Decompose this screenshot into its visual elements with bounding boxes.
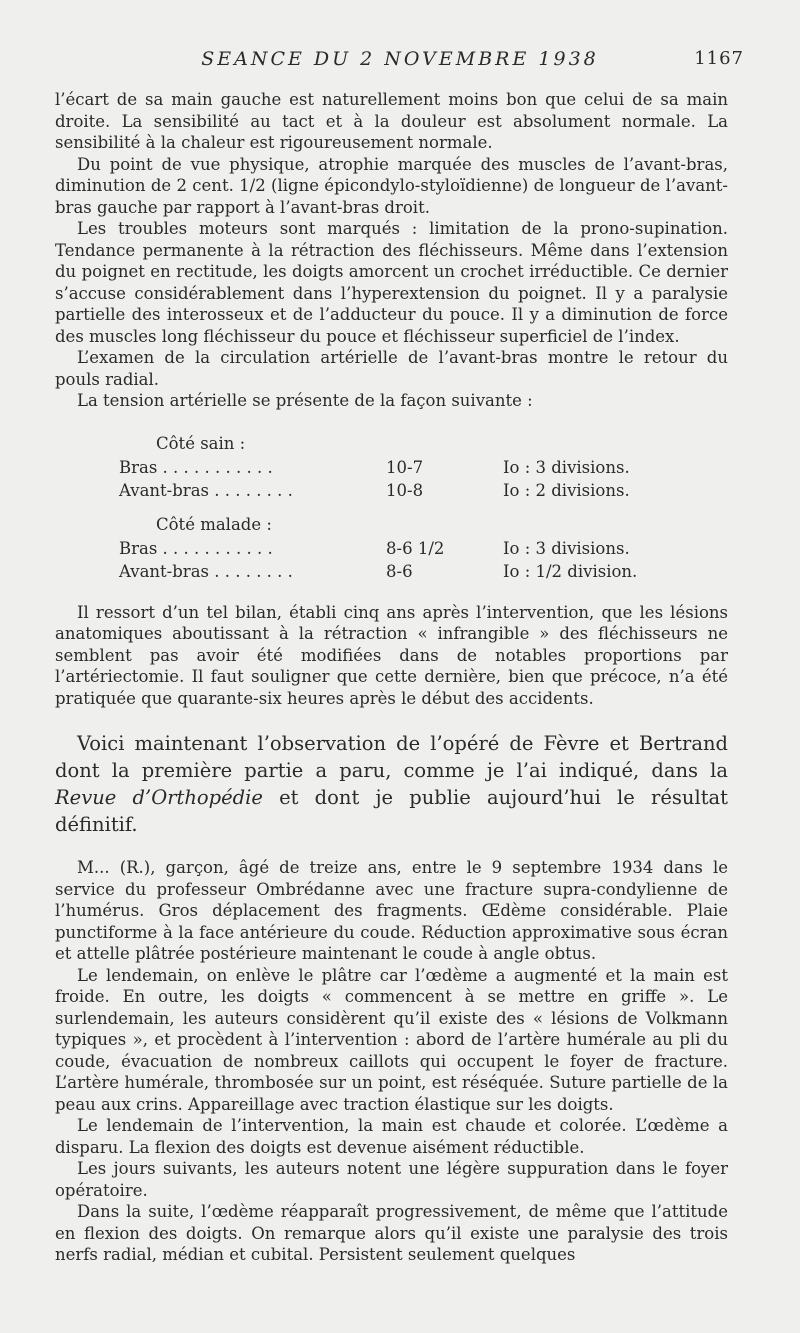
row-result: Io : 3 divisions.: [503, 457, 630, 477]
conclusion-paragraph: Il ressort d’un tel bilan, établi cinq ans après l’intervention, que les lésions anatomiques aboutissant à la rétraction « infrangible » des fléchisseurs ne semblent pas avoir été modifiées dans de notables proportions par l’artériectomie. Il faut souligner que cette dernière, bien que précoce, n’a été pratiquée que quarante-six heures après le début des accidents.: [55, 602, 728, 708]
case-paragraph: Le lendemain, on enlève le plâtre car l’œdème a augmenté et la main est froide. En outre, les doigts « commencent à se mettre en griffe ». Le surlendemain, les auteurs considèrent qu’il existe des « lésions de Volkmann typiques », et procèdent à l’intervention : abord de l’artère humérale au pli du coude, évacuation de nombreux caillots qui occupent le foyer de fracture. L’artère humérale, thrombosée sur un point, est réséquée. Suture partielle de la peau aux crins. Appareillage avec traction élastique sur les doigts.: [55, 965, 728, 1114]
row-value: 10-8: [386, 480, 424, 500]
journal-title: Revue d’Orthopédie: [55, 786, 263, 809]
table-subheading: Côté sain :: [156, 433, 246, 453]
case-paragraph: Le lendemain de l’intervention, la main est chaude et colorée. L’œdème a disparu. La flexion des doigts est devenue aisément réductible.: [55, 1116, 728, 1157]
row-label: Avant-bras . . . . . . . .: [119, 480, 293, 500]
row-result: Io : 2 divisions.: [503, 480, 630, 500]
paragraph: l’écart de sa main gauche est naturellement moins bon que celui de sa main droite. La sensibilité au tact et à la douleur est absolument normale. La sensibilité à la chaleur est rigoureusement normale.: [55, 90, 728, 152]
table-row: [55, 560, 728, 583]
intro-text: et dont je publie aujourd’hui le résultat définitif.: [55, 786, 728, 836]
page-body: [55, 89, 728, 1266]
table-subheading: Côté malade :: [156, 514, 272, 534]
row-label: Bras . . . . . . . . . . .: [119, 457, 273, 477]
table-row: [55, 456, 728, 479]
page-number: 1167: [694, 48, 744, 69]
table-row: [55, 479, 728, 502]
running-title: SEANCE DU 2 NOVEMBRE 1938: [201, 48, 599, 70]
row-label: Bras . . . . . . . . . . .: [119, 538, 273, 558]
row-label: Avant-bras . . . . . . . .: [119, 561, 293, 581]
case-paragraph: Les jours suivants, les auteurs notent une légère suppuration dans le foyer opératoire.: [55, 1159, 728, 1200]
running-header: [0, 48, 800, 74]
paragraph: Du point de vue physique, atrophie marquée des muscles de l’avant-bras, diminution de 2 cent. 1/2 (ligne épicondylo-styloïdienne) de longueur de l’avant-bras gauche par rapport à l’avant-bras droit.: [55, 154, 728, 217]
row-value: 8-6 1/2: [386, 538, 445, 558]
table-row: [55, 537, 728, 560]
case-paragraph: M... (R.), garçon, âgé de treize ans, entre le 9 septembre 1934 dans le service du professeur Ombrédanne avec une fracture supra-condylienne de l’humérus. Gros déplacement des fragments. Œdème considérable. Plaie punctiforme à la face antérieure du coude. Réduction approximative sous écran et attelle plâtrée postérieure maintenant le coude à angle obtus.: [55, 858, 728, 963]
paragraph: L’examen de la circulation artérielle de l’avant-bras montre le retour du pouls radial.: [55, 348, 728, 389]
paragraph: La tension artérielle se présente de la façon suivante :: [77, 391, 533, 410]
row-result: Io : 3 divisions.: [503, 538, 630, 558]
row-value: 10-7: [386, 457, 424, 477]
intro-text: Voici maintenant l’observation de l’opéré de Fèvre et Bertrand dont la première partie a paru, comme je l’ai indiqué, dans la: [55, 732, 728, 782]
row-value: 8-6: [386, 561, 413, 581]
paragraph: Les troubles moteurs sont marqués : limitation de la prono-supination. Tendance permanente à la rétraction des fléchisseurs. Même dans l’extension du poignet en rectitude, les doigts amorcent un crochet irréductible. Ce dernier s’accuse considérablement dans l’hyperextension du poignet. Il y a paralysie partielle des interosseux et de l’adducteur du pouce. Il y a diminution de force des muscles long fléchisseur du pouce et fléchisseur superficiel de l’index.: [55, 219, 728, 346]
observation-intro: [55, 730, 728, 838]
blood-pressure-table: [55, 431, 728, 583]
case-paragraph: Dans la suite, l’œdème réapparaît progressivement, de même que l’attitude en flexion des doigts. On remarque alors qu’il existe une paralysie des trois nerfs radial, médian et cubital. Persistent seulement quelques: [55, 1202, 728, 1264]
row-result: Io : 1/2 division.: [503, 561, 638, 581]
